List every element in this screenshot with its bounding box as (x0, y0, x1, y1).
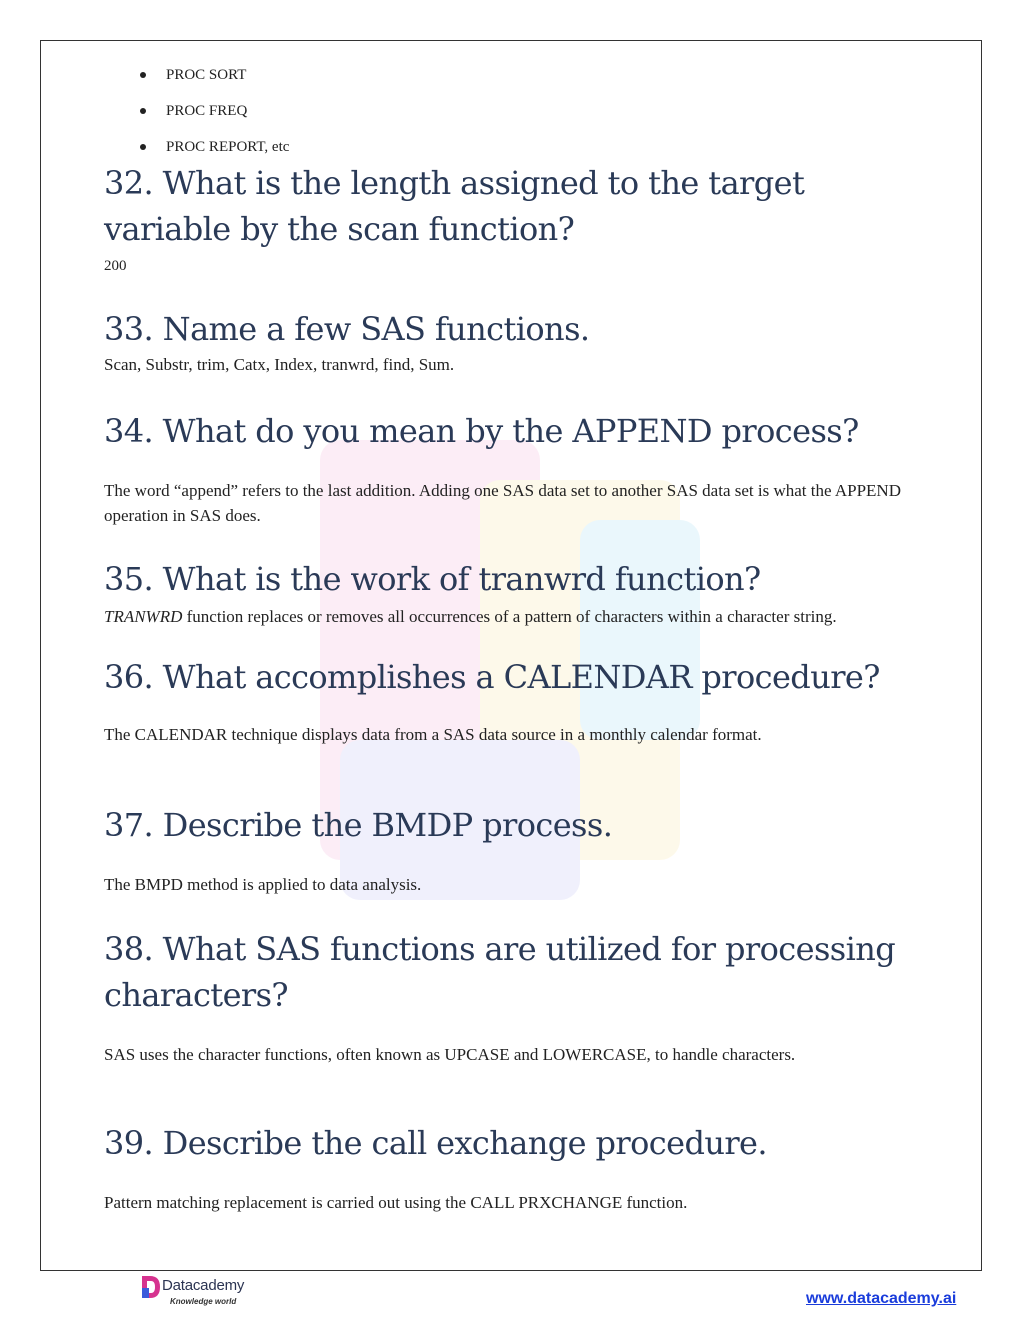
logo-tagline: Knowledge world (170, 1297, 237, 1306)
answer-33-text: Scan, Substr, trim, Catx, Index, tranwrd, find, Sum. (104, 355, 455, 374)
answer-39-text: Pattern matching replacement is carried out using the CALL PRXCHANGE function. (104, 1193, 688, 1212)
list-item: PROC SORT (104, 62, 289, 98)
tranwrd-keyword: TRANWRD (104, 607, 183, 626)
question-36-heading: 36. What accomplishes a CALENDAR procedure? (104, 658, 880, 696)
answer-37-text: The BMPD method is applied to data analysis. (104, 875, 422, 894)
answer-35-body: function replaces or removes all occurrences of a pattern of characters within a character string. (182, 607, 837, 626)
question-38-heading: 38. What SAS functions are utilized for processing characters? (104, 930, 896, 1014)
question-37-heading: 37. Describe the BMDP process. (104, 806, 613, 844)
answer-35-text (104, 604, 924, 629)
list-item: PROC REPORT, etc (104, 134, 289, 170)
question-32-heading: 32. What is the length assigned to the target variable by the scan function? (104, 164, 805, 248)
datacademy-logo-icon (140, 1274, 162, 1300)
answer-32-text: 200 (104, 258, 127, 274)
logo-name: Datacademy (162, 1277, 245, 1294)
website-link[interactable]: www.datacademy.ai (806, 1290, 957, 1307)
answer-34-text: The word “append” refers to the last addition. Adding one SAS data set to another SAS data set is what the APPEND operation in SAS does. (104, 481, 901, 525)
answer-38-text: SAS uses the character functions, often known as UPCASE and LOWERCASE, to handle characters. (104, 1045, 796, 1064)
procedure-list (104, 62, 289, 170)
list-item: PROC FREQ (104, 98, 289, 134)
answer-36-text: The CALENDAR technique displays data from a SAS data source in a monthly calendar format. (104, 725, 762, 744)
question-34-heading: 34. What do you mean by the APPEND process? (104, 412, 859, 450)
question-35-heading: 35. What is the work of tranwrd function? (104, 560, 761, 598)
question-39-heading: 39. Describe the call exchange procedure. (104, 1124, 767, 1162)
question-33-heading: 33. Name a few SAS functions. (104, 310, 590, 348)
